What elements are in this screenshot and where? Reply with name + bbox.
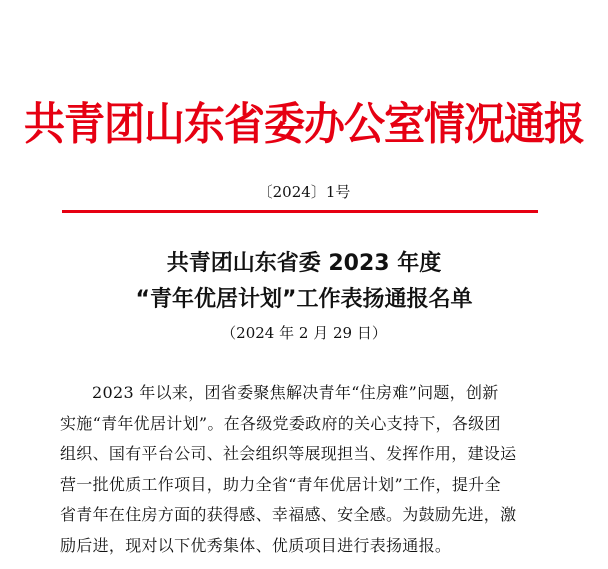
body-line: 省青年在住房方面的获得感、幸福感、安全感。为鼓励先进，激: [60, 505, 517, 524]
body-line: 营一批优质工作项目，助力全省“青年优居计划”工作，提升全: [60, 474, 501, 494]
body-line: 组织、国有平台公司、社会组织等展现担当、发挥作用，建设运: [60, 444, 517, 463]
body-line: 实施“青年优居计划”。在各级党委政府的关心支持下，各级团: [60, 413, 501, 433]
document-title-line-1: 共青团山东省委 2023 年度: [166, 251, 442, 276]
document-date: （2024 年 2 月 29 日）: [221, 324, 387, 342]
document-title-line-2: “青年优居计划”工作表扬通报名单: [135, 287, 473, 312]
document-number: 〔2024〕1号: [257, 183, 351, 201]
masthead-title: 共青团山东省委办公室情况通报: [24, 98, 584, 150]
body-paragraph: [60, 378, 546, 561]
body-line: 2023 年以来，团省委聚焦解决青年“住房难”问题，创新: [92, 383, 499, 402]
body-line: 励后进，现对以下优秀集体、优质项目进行表扬通报。: [60, 535, 452, 555]
red-divider-line: [62, 210, 538, 213]
